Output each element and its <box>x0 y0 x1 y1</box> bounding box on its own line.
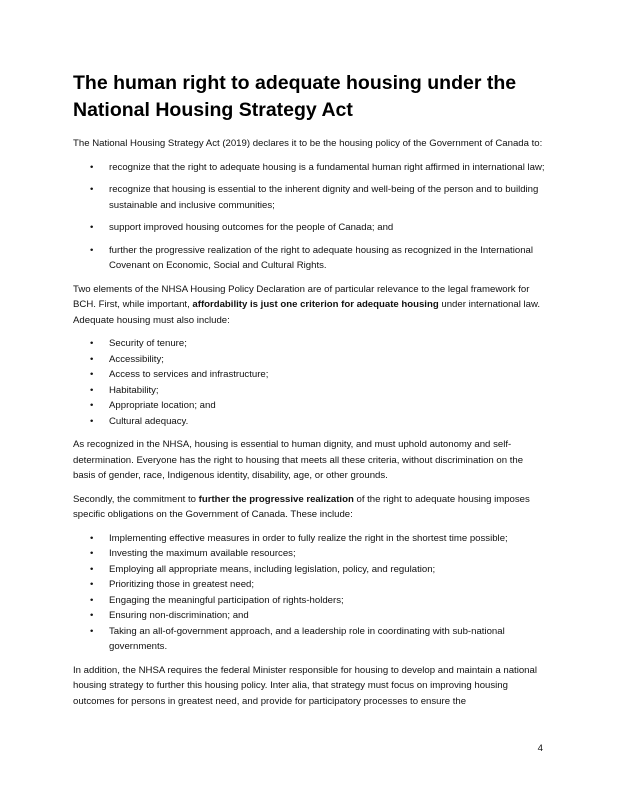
list-item-text: Accessibility; <box>109 353 164 365</box>
obligations-intro-text: Secondly, the commitment to <box>73 493 199 505</box>
policy-list <box>73 160 547 274</box>
list-item <box>73 160 547 176</box>
list-item <box>73 562 547 578</box>
bullet-icon: • <box>90 184 94 195</box>
bullet-icon: • <box>90 415 94 427</box>
list-item <box>73 182 547 213</box>
bullet-icon: • <box>90 222 94 233</box>
page-content <box>73 70 547 717</box>
list-item-text: Engaging the meaningful participation of rights-holders; <box>109 594 344 606</box>
bullet-icon: • <box>90 532 94 544</box>
list-item <box>73 243 547 274</box>
list-item <box>73 336 547 352</box>
list-item <box>73 608 547 624</box>
list-item <box>73 398 547 414</box>
list-item-text: Access to services and infrastructure; <box>109 369 269 380</box>
list-item-text: Habitability; <box>109 384 159 396</box>
list-item-text: Taking an all-of-government approach, and a leadership role in coordinating with sub-national governments. <box>109 625 505 652</box>
list-item-text: Employing all appropriate means, including legislation, policy, and regulation; <box>109 563 436 575</box>
intro-paragraph: The National Housing Strategy Act (2019) declares it to be the housing policy of the Government of Canada to: <box>73 138 543 149</box>
list-item-text: recognize that the right to adequate housing is a fundamental human right affirmed in international law; <box>109 161 545 173</box>
list-item-text: Cultural adequacy. <box>109 415 189 427</box>
obligations-intro-paragraph <box>73 492 547 523</box>
bullet-icon: • <box>90 610 94 621</box>
list-item-text: Ensuring non-discrimination; and <box>109 610 249 621</box>
bullet-icon: • <box>90 594 94 606</box>
section-heading: The human right to adequate housing under the National Housing Strategy Act <box>73 72 517 121</box>
page-number: 4 <box>537 743 543 754</box>
list-item <box>73 383 547 399</box>
list-item-text: Prioritizing those in greatest need; <box>109 579 255 590</box>
criteria-intro-paragraph <box>73 282 547 329</box>
list-item <box>73 546 547 562</box>
list-item-text: Security of tenure; <box>109 338 187 349</box>
list-item-text: Investing the maximum available resources; <box>109 548 296 559</box>
bullet-icon: • <box>90 625 94 637</box>
bullet-icon: • <box>90 353 94 365</box>
list-item <box>73 577 547 593</box>
bullet-icon: • <box>90 400 94 411</box>
list-item <box>73 414 547 430</box>
list-item-text: further the progressive realization of the right to adequate housing as recognized in the International Covenant on Economic, Social and Cultural Rights. <box>109 244 533 271</box>
bullet-icon: • <box>90 161 94 173</box>
list-item <box>73 352 547 368</box>
affordability-emphasis: affordability is just one criterion for adequate housing <box>192 299 439 310</box>
list-item <box>73 624 547 655</box>
list-item <box>73 220 547 236</box>
bullet-icon: • <box>90 563 94 575</box>
criteria-intro-text: Two elements of the NHSA Housing Policy Declaration are of particular relevance to the legal framework for BCH. First, while important, <box>73 283 530 310</box>
bullet-icon: • <box>90 338 94 349</box>
list-item-text: support improved housing outcomes for the people of Canada; and <box>109 222 394 233</box>
criteria-intro-text-end: under international law. Adequate housing must also include: <box>73 299 541 326</box>
list-item <box>73 531 547 547</box>
list-item-text: Appropriate location; and <box>109 400 216 411</box>
bullet-icon: • <box>90 244 94 256</box>
dignity-paragraph: As recognized in the NHSA, housing is essential to human dignity, and must uphold autonomy and self-determination. Everyone has the right to housing that meets all these criteria, without discrimination on the basis of gender, race, Indigenous identity, disability, age, or other grounds. <box>73 439 524 481</box>
bullet-icon: • <box>90 384 94 396</box>
criteria-list <box>73 336 547 429</box>
obligations-list <box>73 531 547 655</box>
list-item <box>73 593 547 609</box>
list-item <box>73 367 547 383</box>
bullet-icon: • <box>90 548 94 559</box>
strategy-paragraph: In addition, the NHSA requires the federal Minister responsible for housing to develop and maintain a national housing strategy to further this housing policy. Inter alia, that strategy must focus on improving housing outcomes for persons in greatest need, and provide for participatory processes to ensure the <box>73 664 537 707</box>
list-item-text: recognize that housing is essential to the inherent dignity and well-being of the person and to building sustainable and inclusive communities; <box>109 184 539 211</box>
bullet-icon: • <box>90 579 94 590</box>
bullet-icon: • <box>90 369 94 380</box>
progressive-realization-emphasis: further the progressive realization <box>198 493 354 505</box>
obligations-intro-text-end: of the right to adequate housing imposes specific obligations on the Government of Canada. These include: <box>73 493 530 520</box>
list-item-text: Implementing effective measures in order to fully realize the right in the shortest time possible; <box>109 532 508 544</box>
